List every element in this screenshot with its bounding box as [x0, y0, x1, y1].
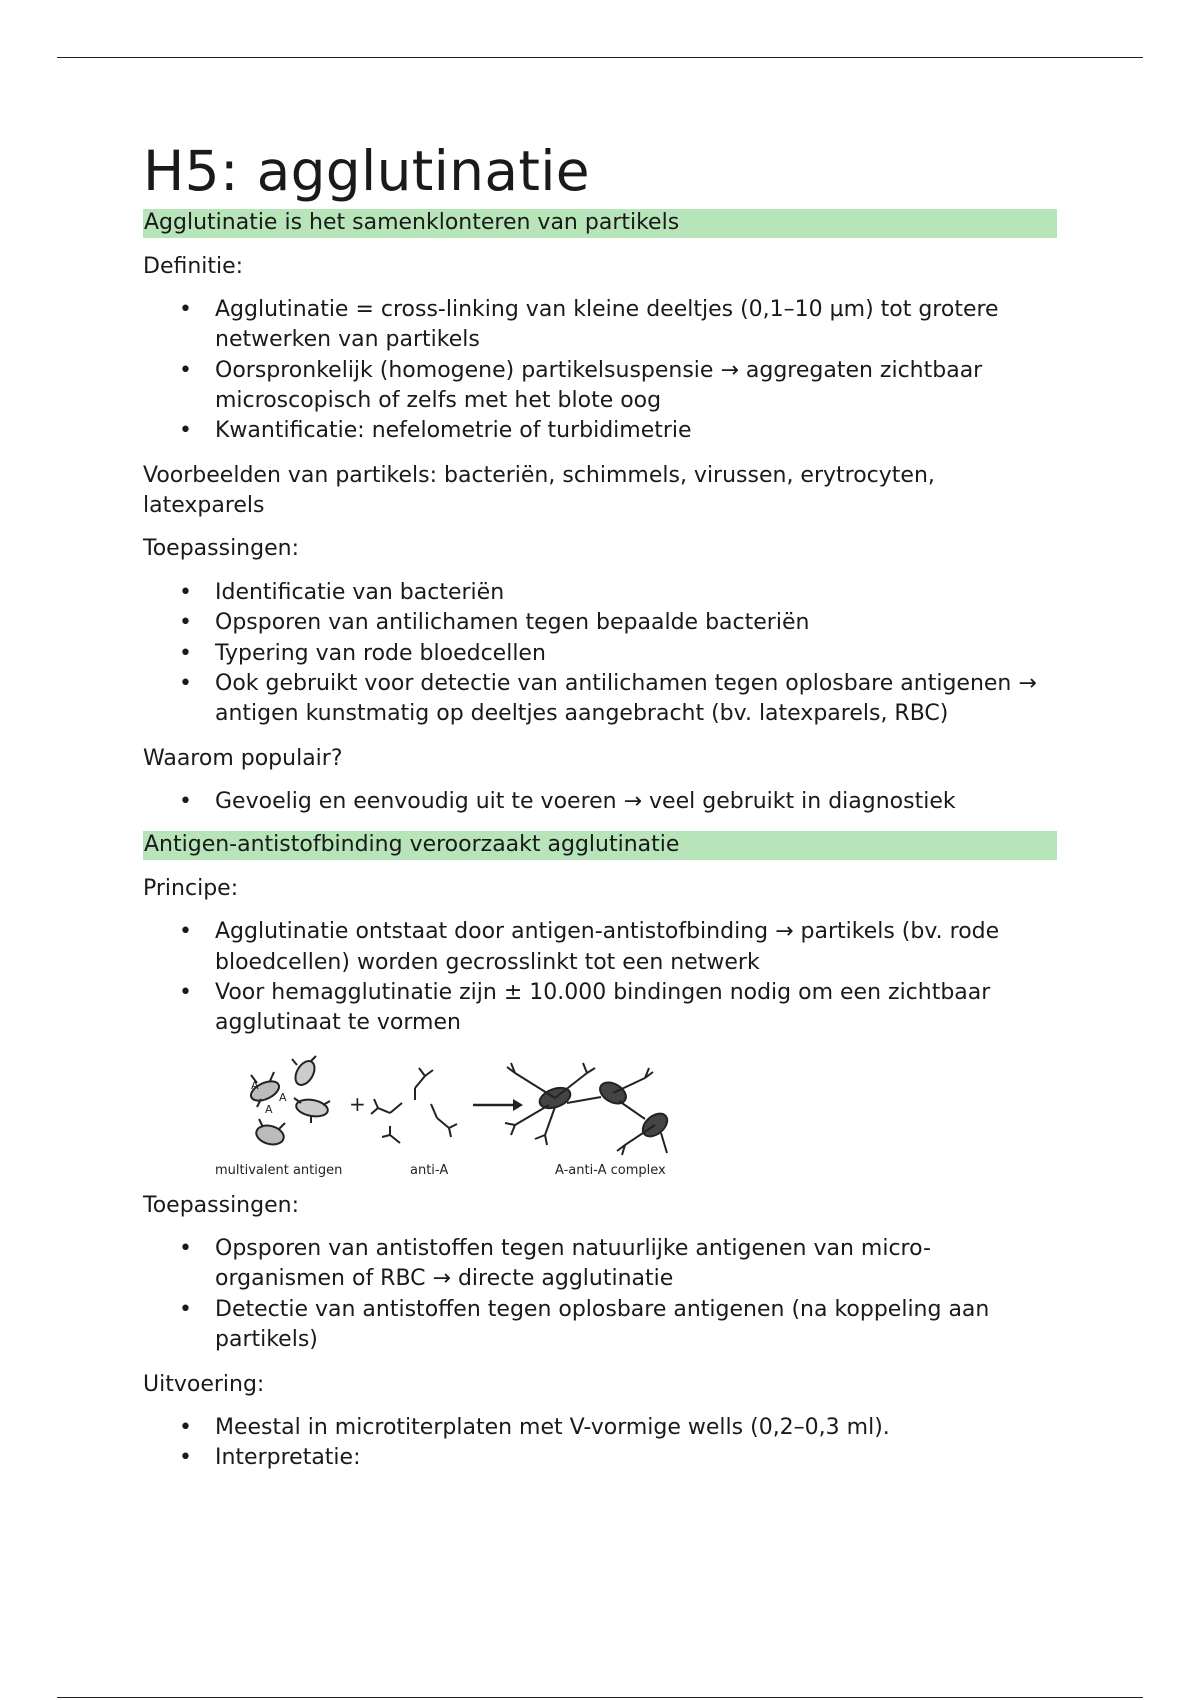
antibody	[382, 1126, 400, 1143]
examples-paragraph: Voorbeelden van partikels: bacteriën, schimmels, virussen, erytrocyten, latexparels	[143, 462, 935, 519]
execution-list	[143, 1413, 1057, 1474]
applications-label-2: Toepassingen:	[143, 1192, 299, 1218]
antigen-particle	[292, 1056, 319, 1088]
list-item: • Identificatie van bacteriën	[215, 578, 1057, 608]
why-popular-list	[143, 787, 1057, 817]
list-item: • Detectie van antistoffen tegen oplosbare antigenen (na koppeling aan partikels)	[215, 1295, 1057, 1356]
list-item: • Meestal in microtiterplaten met V-vormige wells (0,2–0,3 ml).	[215, 1413, 1057, 1443]
reaction-arrow-icon	[473, 1099, 523, 1111]
list-item: • Opsporen van antistoffen tegen natuurlijke antigenen van micro-organismen of RBC → directe agglutinatie	[215, 1234, 1057, 1295]
caption-multivalent-antigen: multivalent antigen	[215, 1162, 343, 1178]
definition-label: Definitie:	[143, 253, 244, 279]
antigen-label: A	[265, 1102, 273, 1116]
agglutination-illustration	[215, 1053, 685, 1163]
antigen-particle	[294, 1097, 330, 1123]
plus-sign: +	[349, 1091, 366, 1116]
document-body	[143, 138, 1057, 1488]
list-item: • Kwantificatie: nefelometrie of turbidimetrie	[215, 416, 1057, 446]
antigen-antibody-complex	[505, 1063, 672, 1155]
execution-label: Uitvoering:	[143, 1371, 265, 1397]
agglutination-diagram	[215, 1053, 685, 1183]
principle-list	[143, 917, 1057, 1038]
list-item: • Interpretatie:	[215, 1443, 1057, 1473]
antibody	[415, 1068, 433, 1100]
list-item: • Agglutinatie ontstaat door antigen-antistofbinding → partikels (bv. rode bloedcellen) worden gecrosslinkt tot een netwerk	[215, 917, 1057, 978]
list-item: • Oorspronkelijk (homogene) partikelsuspensie → aggregaten zichtbaar microscopisch of zelfs met het blote oog	[215, 356, 1057, 417]
section-heading-binding: Antigen-antistofbinding veroorzaakt agglutinatie	[143, 831, 1057, 860]
list-item: • Agglutinatie = cross-linking van kleine deeltjes (0,1–10 µm) tot grotere netwerken van partikels	[215, 295, 1057, 356]
bottom-rule	[57, 1697, 1143, 1698]
list-item: • Voor hemagglutinatie zijn ± 10.000 bindingen nodig om een zichtbaar agglutinaat te vormen	[215, 978, 1057, 1039]
list-item: • Ook gebruikt voor detectie van antilichamen tegen oplosbare antigenen → antigen kunstmatig op deeltjes aangebracht (bv. latexparels, RBC)	[215, 669, 1057, 730]
section-heading-agglutination: Agglutinatie is het samenklonteren van partikels	[143, 209, 1057, 238]
list-item: • Gevoelig en eenvoudig uit te voeren → veel gebruikt in diagnostiek	[215, 787, 1057, 817]
list-item: • Typering van rode bloedcellen	[215, 639, 1057, 669]
page-title: H5: agglutinatie	[143, 139, 590, 203]
antigen-label: A	[279, 1090, 287, 1104]
applications-list-2	[143, 1234, 1057, 1355]
applications-label: Toepassingen:	[143, 536, 299, 562]
top-rule	[57, 57, 1143, 58]
applications-list	[143, 578, 1057, 730]
caption-anti-a: anti-A	[410, 1162, 449, 1178]
antibody	[431, 1104, 457, 1137]
antigen-label: A	[251, 1078, 259, 1092]
list-item: • Opsporen van antilichamen tegen bepaalde bacteriën	[215, 608, 1057, 638]
antibody	[371, 1099, 402, 1114]
why-popular-label: Waarom populair?	[143, 745, 343, 771]
definition-list	[143, 295, 1057, 447]
caption-complex: A-anti-A complex	[555, 1162, 666, 1178]
antigen-particle	[254, 1119, 286, 1147]
principle-label: Principe:	[143, 875, 239, 901]
